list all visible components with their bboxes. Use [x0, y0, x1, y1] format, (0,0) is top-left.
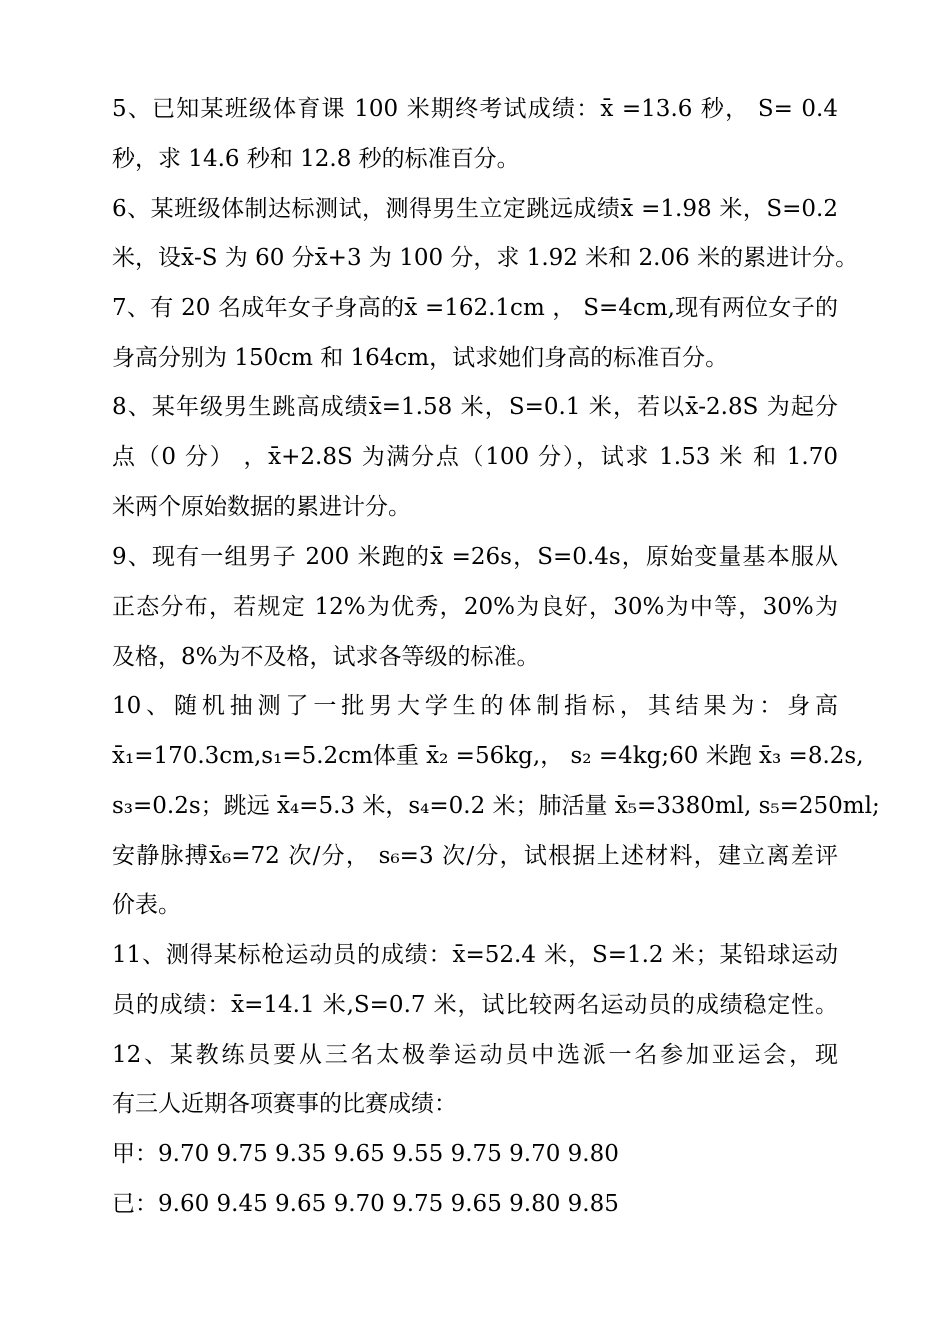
text-line-q8-3 [112, 490, 838, 524]
text: 价表。 [112, 892, 181, 918]
text: 已：9.60 9.45 9.65 9.70 9.75 9.65 9.80 9.85 [112, 1191, 619, 1217]
text: 正态分布，若规定 12%为优秀，20%为良好，30%为中等，30%为 [112, 594, 838, 620]
text: 秒，求 14.6 秒和 12.8 秒的标准百分。 [112, 146, 520, 172]
text: x̄₁=170.3cm,s₁=5.2cm体重 x̄₂ =56kg,， s₂ =4kg;60 米跑 x̄₃ =8.2s, [112, 743, 864, 769]
text: 8、某年级男生跳高成绩x̄=1.58 米，S=0.1 米，若以x̄-2.8S 为起分 [112, 394, 838, 420]
text-line-q10-3 [112, 789, 880, 823]
text: 10、随机抽测了一批男大学生的体制指标，其结果为：身高 [112, 693, 838, 719]
text-line-q10-2 [112, 739, 864, 773]
text: 员的成绩：x̄=14.1 米,S=0.7 米，试比较两名运动员的成绩稳定性。 [112, 992, 838, 1018]
text-line-q12-2 [112, 1087, 838, 1121]
text: 米两个原始数据的累进计分。 [112, 494, 411, 520]
text-line-q9-1 [112, 540, 838, 574]
text: 有三人近期各项赛事的比赛成绩： [112, 1091, 457, 1117]
text-line-q9-2 [112, 590, 838, 624]
text: 5、已知某班级体育课 100 米期终考试成绩：x̄ =13.6 秒， S= 0.4 [112, 96, 838, 122]
text-line-q6-2 [112, 241, 859, 275]
text-line-q5-2 [112, 142, 838, 176]
text-line-q8-1 [112, 390, 838, 424]
text-line-q8-2 [112, 440, 838, 474]
text: 点（0 分） ，x̄+2.8S 为满分点（100 分），试求 1.53 米 和 1.70 [112, 444, 838, 470]
text-line-q10-4 [112, 839, 838, 873]
text: 米，设x̄-S 为 60 分x̄+3 为 100 分，求 1.92 米和 2.06 米的累进计分。 [112, 245, 859, 271]
text-line-q10-1 [112, 689, 838, 723]
text: 12、某教练员要从三名太极拳运动员中选派一名参加亚运会，现 [112, 1042, 838, 1068]
text-line-q12-yi [112, 1187, 838, 1221]
text-line-q7-1 [112, 291, 838, 325]
text-line-q9-3 [112, 640, 838, 674]
text: 甲：9.70 9.75 9.35 9.65 9.55 9.75 9.70 9.80 [112, 1141, 619, 1167]
text-line-q12-jia [112, 1137, 838, 1171]
text: 6、某班级体制达标测试，测得男生立定跳远成绩x̄ =1.98 米，S=0.2 [112, 196, 838, 222]
text: 9、现有一组男子 200 米跑的x̄ =26s，S=0.4s，原始变量基本服从 [112, 544, 838, 570]
text-line-q10-5 [112, 888, 838, 922]
text: 11、测得某标枪运动员的成绩：x̄=52.4 米，S=1.2 米；某铅球运动 [112, 942, 838, 968]
text: s₃=0.2s；跳远 x̄₄=5.3 米，s₄=0.2 米；肺活量 x̄₅=3380ml, s₅=250ml; [112, 793, 880, 819]
text-line-q12-1 [112, 1038, 838, 1072]
text-line-q5-1 [112, 92, 838, 126]
text-line-q6-1 [112, 192, 838, 226]
text-line-q11-2 [112, 988, 838, 1022]
text-line-q11-1 [112, 938, 838, 972]
text: 及格，8%为不及格，试求各等级的标准。 [112, 644, 540, 670]
text: 身高分别为 150cm 和 164cm，试求她们身高的标准百分。 [112, 345, 729, 371]
text: 安静脉搏x̄₆=72 次/分， s₆=3 次/分，试根据上述材料，建立离差评 [112, 843, 838, 869]
text: 7、有 20 名成年女子身高的x̄ =162.1cm ， S=4cm,现有两位女子的 [112, 295, 838, 321]
text-line-q7-2 [112, 341, 838, 375]
